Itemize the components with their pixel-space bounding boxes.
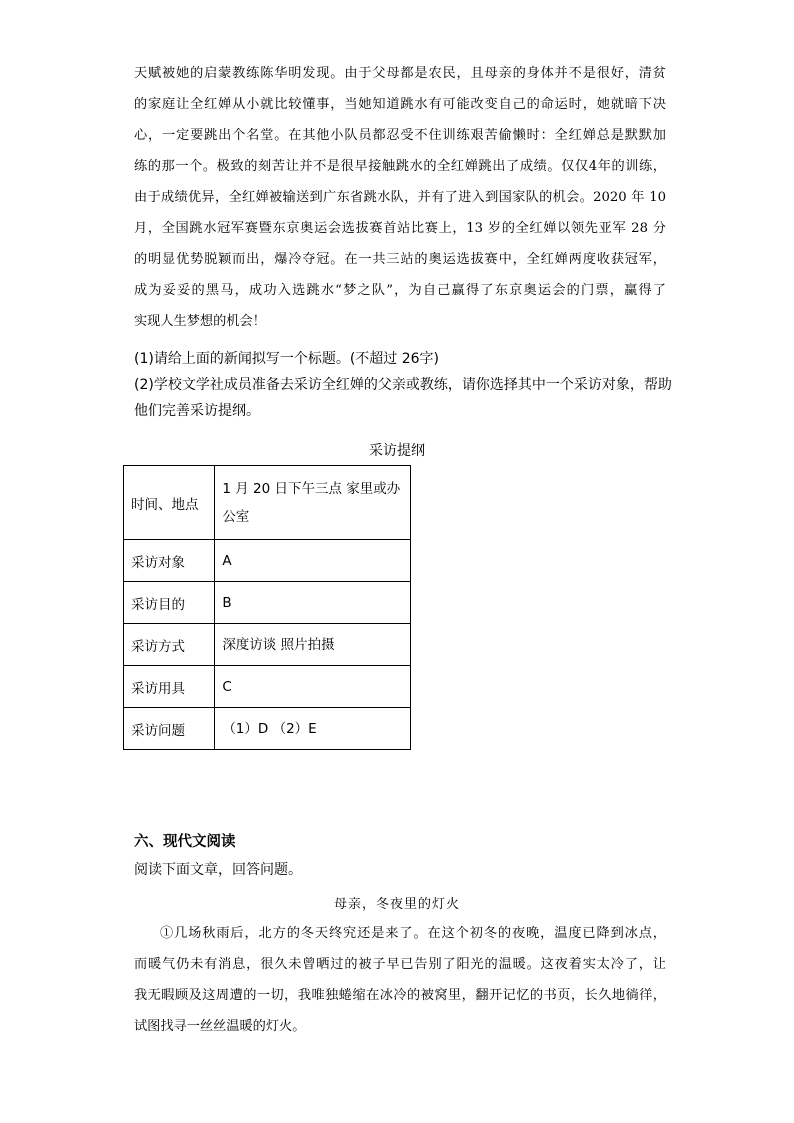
row-label: 采访方式 <box>124 624 215 666</box>
news-line: 成为妥妥的黑马，成功入选跳水“梦之队”，为自己赢得了东京奥运会的门票，赢得了 <box>134 283 666 298</box>
essay-paragraph <box>134 918 666 1042</box>
row-value: 深度访谈 照片拍摄 <box>215 624 411 666</box>
row-value: 1 月 20 日下午三点 家里或办公室 <box>215 466 411 540</box>
news-line: 实现人生梦想的机会！ <box>134 314 266 329</box>
question-2-line-1: (2)学校文学社成员准备去采访全红婵的父亲或教练，请你选择其中一个采访对象，帮助 <box>134 377 672 393</box>
essay-line: ①几场秋雨后，北方的冬天终究还是来了。在这个初冬的夜晚，温度已降到冰点， <box>160 926 666 941</box>
row-label: 采访目的 <box>124 582 215 624</box>
essay-line: 试图找寻一丝丝温暖的灯火。 <box>134 1019 306 1034</box>
row-value: C <box>215 666 411 708</box>
table-row <box>124 540 411 582</box>
row-value: B <box>215 582 411 624</box>
row-label: 采访问题 <box>124 708 215 750</box>
questions <box>134 346 674 424</box>
interview-outline-table <box>123 465 411 750</box>
row-value: A <box>215 540 411 582</box>
row-label: 时间、地点 <box>124 466 215 540</box>
news-line: 心，一定要跳出个名堂。在其他小队员都忍受不住训练艰苦偷懒时：全红婵总是默默加 <box>134 128 666 143</box>
question-1: (1)请给上面的新闻拟写一个标题。(不超过 26字) <box>134 351 440 367</box>
table-row <box>124 666 411 708</box>
table-row <box>124 582 411 624</box>
news-line: 月，全国跳水冠军赛暨东京奥运会选拔赛首站比赛上，13 岁的全红婵以领先亚军 28 分 <box>134 221 666 236</box>
table-row <box>124 466 411 540</box>
question-2-line-2: 他们完善采访提纲。 <box>134 403 260 419</box>
table-row <box>124 624 411 666</box>
outline-title: 采访提纲 <box>369 443 425 459</box>
news-line: 的明显优势脱颖而出，爆冷夺冠。在一共三站的奥运选拔赛中，全红婵两度收获冠军， <box>134 252 666 267</box>
row-label: 采访用具 <box>124 666 215 708</box>
news-line: 的家庭让全红婵从小就比较懂事，当她知道跳水有可能改变自己的命运时，她就暗下决 <box>134 97 666 112</box>
table-row <box>124 708 411 750</box>
section-instruction: 阅读下面文章，回答问题。 <box>134 862 302 878</box>
news-line: 由于成绩优异，全红婵被输送到广东省跳水队，并有了进入到国家队的机会。2020 年 10 <box>134 190 666 205</box>
row-label: 采访对象 <box>124 540 215 582</box>
essay-line: 而暖气仍未有消息，很久未曾晒过的被子早已告别了阳光的温暖。这夜着实太冷了，让 <box>134 957 666 972</box>
news-paragraph <box>134 58 666 337</box>
news-line: 练的那一个。极致的刻苦让并不是很早接触跳水的全红婵跳出了成绩。仅仅4年的训练， <box>134 159 666 174</box>
row-value: （1）D （2）E <box>215 708 411 750</box>
news-line: 天赋被她的启蒙教练陈华明发现。由于父母都是农民，且母亲的身体并不是很好，清贫 <box>134 66 666 81</box>
section-heading: 六、现代文阅读 <box>134 834 236 850</box>
essay-line: 我无暇顾及这周遭的一切，我唯独蜷缩在冰冷的被窝里，翻开记忆的书页，长久地徜徉， <box>134 988 666 1003</box>
essay-title: 母亲，冬夜里的灯火 <box>333 897 460 912</box>
